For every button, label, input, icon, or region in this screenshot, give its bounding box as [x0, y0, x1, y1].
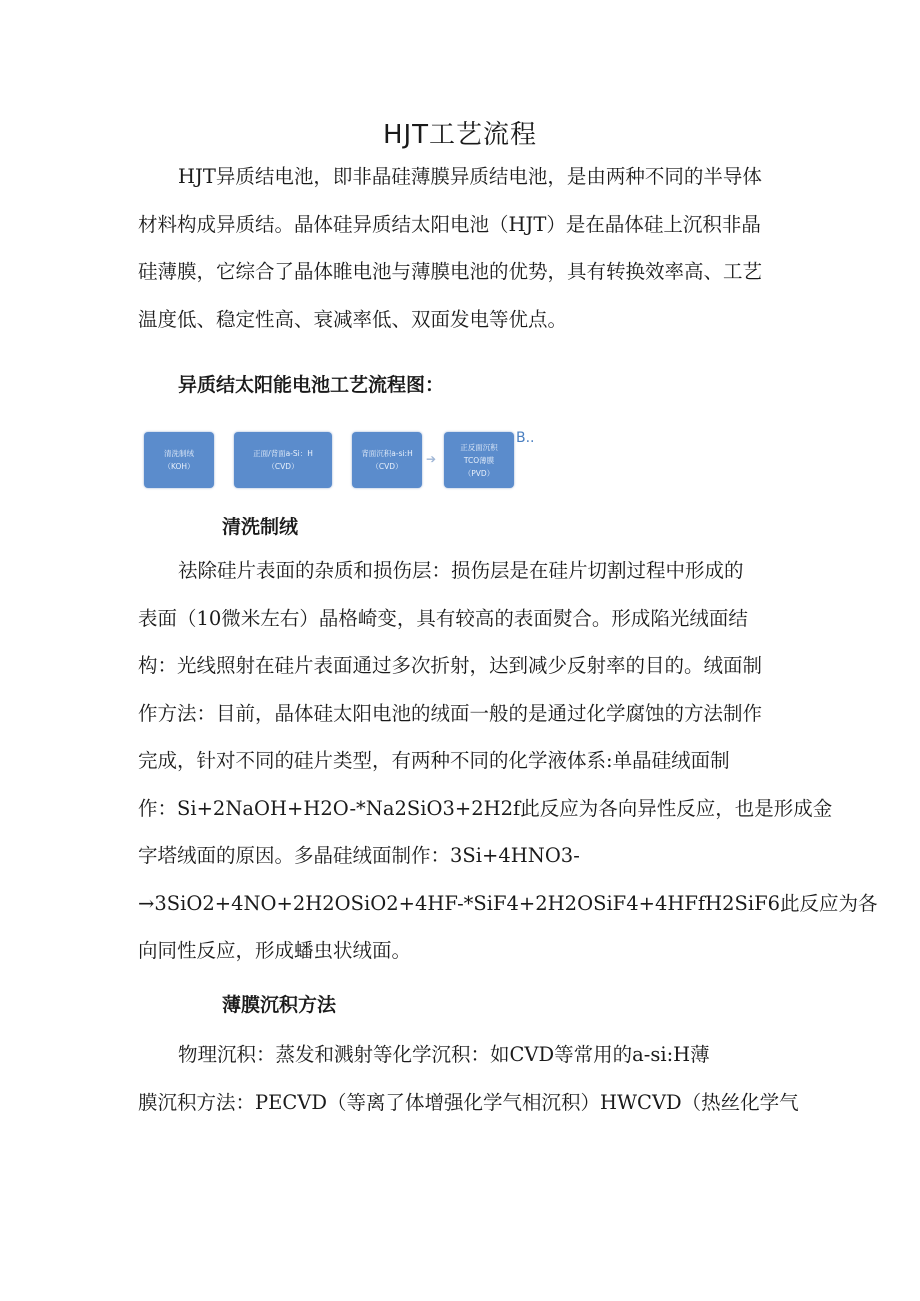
paragraph-line: 向同性反应，形成蟠虫状绒面。: [138, 939, 412, 962]
paragraph-line: 作方法：目前，晶体硅太阳电池的绒面一般的是通过化学腐蚀的方法制作: [138, 701, 763, 725]
paragraph-line: 膜沉积方法：PECVD（等离了体增强化学气相沉积）HWCVD（热丝化学气: [138, 1090, 799, 1114]
section-heading-cleaning: 清洗制绒: [222, 516, 299, 538]
flow-step-label: （CVD）: [371, 462, 403, 471]
intro-line: 硅薄膜，它综合了晶体睢电池与薄膜电池的优势，具有转换效率高、工艺: [138, 260, 763, 283]
paragraph-line: 表面（10微米左右）晶格崎变，具有较高的表面熨合。形成陷光绒面结: [138, 606, 748, 630]
flow-step-label: （CVD）: [267, 462, 299, 471]
process-flow-diagram: [142, 430, 562, 492]
section-paragraph-cleaning: [138, 547, 878, 975]
paragraph-line: 构：光线照射在硅片表面通过多次折射，达到减少反射率的目的。绒面制: [138, 654, 763, 677]
section-heading-deposition: 薄膜沉积方法: [222, 994, 337, 1016]
paragraph-line: 作：Si+2NaOH+H2O-*Na2SiO3+2H2f此反应为各向异性反应，也是形成金: [138, 796, 833, 820]
flow-step-box: [444, 432, 514, 488]
intro-line: 温度低、稳定性高、衰减率低、双面发电等优点。: [138, 307, 568, 331]
flow-step-label: TCO薄膜: [463, 455, 495, 465]
intro-line: HJT异质结电池，即非晶硅薄膜异质结电池，是由两种不同的半导体: [178, 165, 762, 188]
flow-heading: 异质结太阳能电池工艺流程图：: [178, 374, 445, 396]
flow-step-label: 正面/背面a-Si：H: [253, 449, 313, 458]
flow-step-label: （PVD）: [463, 468, 495, 478]
paragraph-line: 祛除硅片表面的杂质和损伤层：损伤层是在硅片切割过程中形成的: [178, 559, 744, 582]
paragraph-line: 完成，针对不同的硅片类型，有两种不同的化学液体系:单晶硅绒面制: [138, 749, 730, 772]
flow-arrow-icon: ➔: [426, 452, 437, 466]
paragraph-line: →3SiO2+4NO+2H2OSiO2+4HF-*SiF4+2H2OSiF4+4HFfH2SiF6此反应为各: [138, 891, 878, 915]
flow-step-label: 背面沉积a-si:H: [361, 449, 413, 458]
intro-paragraph: [138, 153, 788, 343]
paragraph-line: 物理沉积：蒸发和溅射等化学沉积：如CVD等常用的a-si:H薄: [178, 1043, 710, 1066]
flow-step-label: （KOH）: [163, 462, 195, 471]
flow-more-label: B..: [516, 430, 535, 446]
paragraph-line: 字塔绒面的原因。多晶硅绒面制作：3Si+4HNO3-: [138, 844, 580, 867]
flow-step-box: [144, 432, 214, 488]
flow-step-label: 正反面沉积: [460, 442, 498, 452]
flow-step-box: [234, 432, 332, 488]
document-title: HJT工艺流程: [382, 120, 538, 150]
intro-line: 材料构成异质结。晶体硅异质结太阳电池（HJT）是在晶体硅上沉积非晶: [138, 212, 761, 236]
flow-step-box: [352, 432, 422, 488]
section-paragraph-deposition: [138, 1031, 799, 1126]
flow-step-label: 清洗制绒: [164, 449, 194, 458]
